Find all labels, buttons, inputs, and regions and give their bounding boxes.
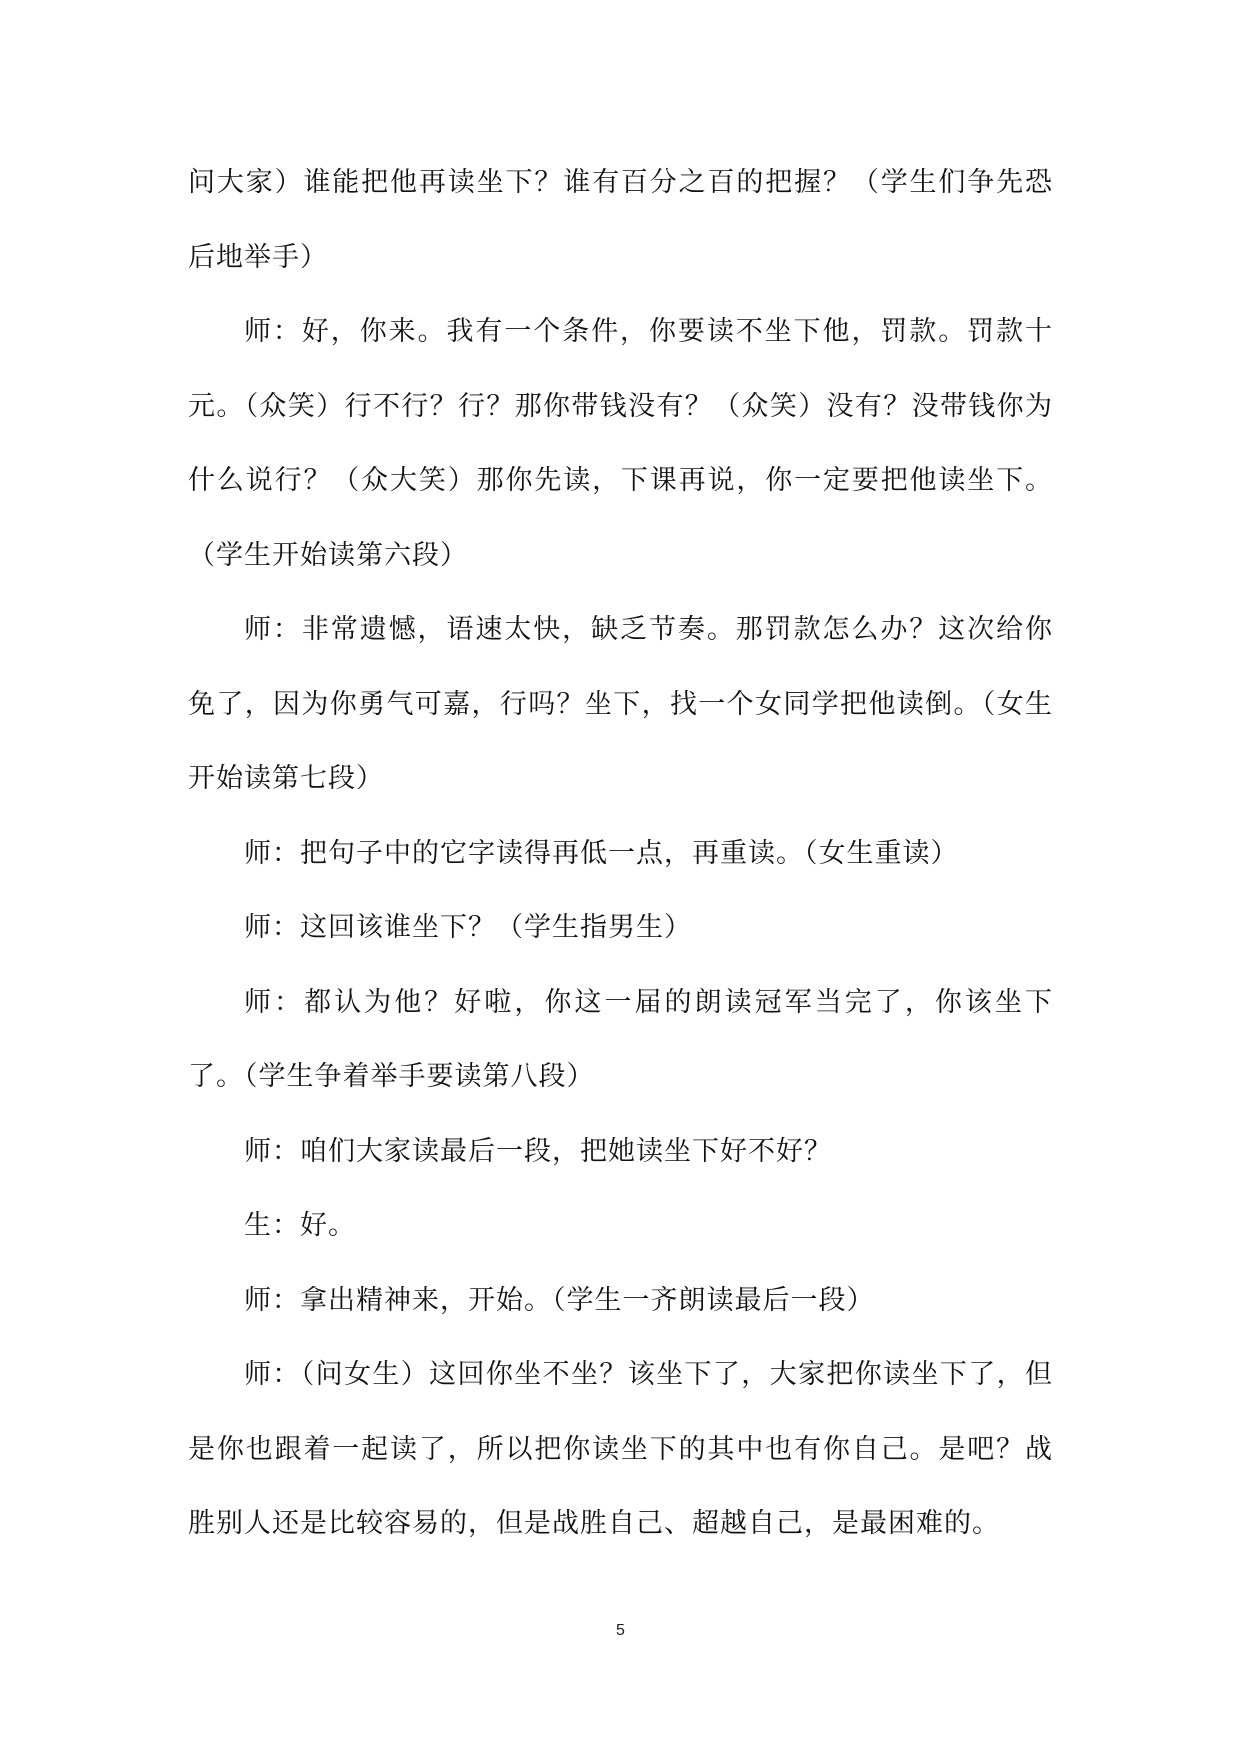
paragraph: 师：都认为他？好啦，你这一届的朗读冠军当完了，你该坐下了。（学生争着举手要读第八段） [188,986,1053,1092]
paragraph: 问大家）谁能把他再读坐下？谁有百分之百的把握？（学生们争先恐后地举手） [188,167,1053,273]
page-number: 5 [616,1622,625,1639]
paragraph: 师：拿出精神来，开始。（学生一齐朗读最后一段） [244,1284,875,1316]
paragraph: 师：这回该谁坐下？（学生指男生） [244,912,692,943]
paragraph: 师：咱们大家读最后一段，把她读坐下好不好？ [244,1135,832,1167]
paragraph: 师：好，你来。我有一个条件，你要读不坐下他，罚款。罚款十元。（众笑）行不行？行？那你带钱没有？（众笑）没有？没带钱你为什么说行？（众大笑）那你先读，下课再说，你一定要把他读坐下。（学生开始读第六段） [188,316,1053,571]
body-text [188,146,1053,1562]
paragraph: 师：非常遗憾，语速太快，缺乏节奏。那罚款怎么办？这次给你免了，因为你勇气可嘉，行吗？坐下，找一个女同学把他读倒。（女生开始读第七段） [188,614,1053,794]
paragraph: 师：把句子中的它字读得再低一点，再重读。（女生重读） [244,837,959,869]
paragraph: 生：好。 [244,1210,356,1241]
paragraph: 师：（问女生）这回你坐不坐？该坐下了，大家把你读坐下了，但是你也跟着一起读了，所以把你读坐下的其中也有你自己。是吧？战胜别人还是比较容易的，但是战胜自己、超越自己，是最困难的。 [188,1359,1053,1539]
